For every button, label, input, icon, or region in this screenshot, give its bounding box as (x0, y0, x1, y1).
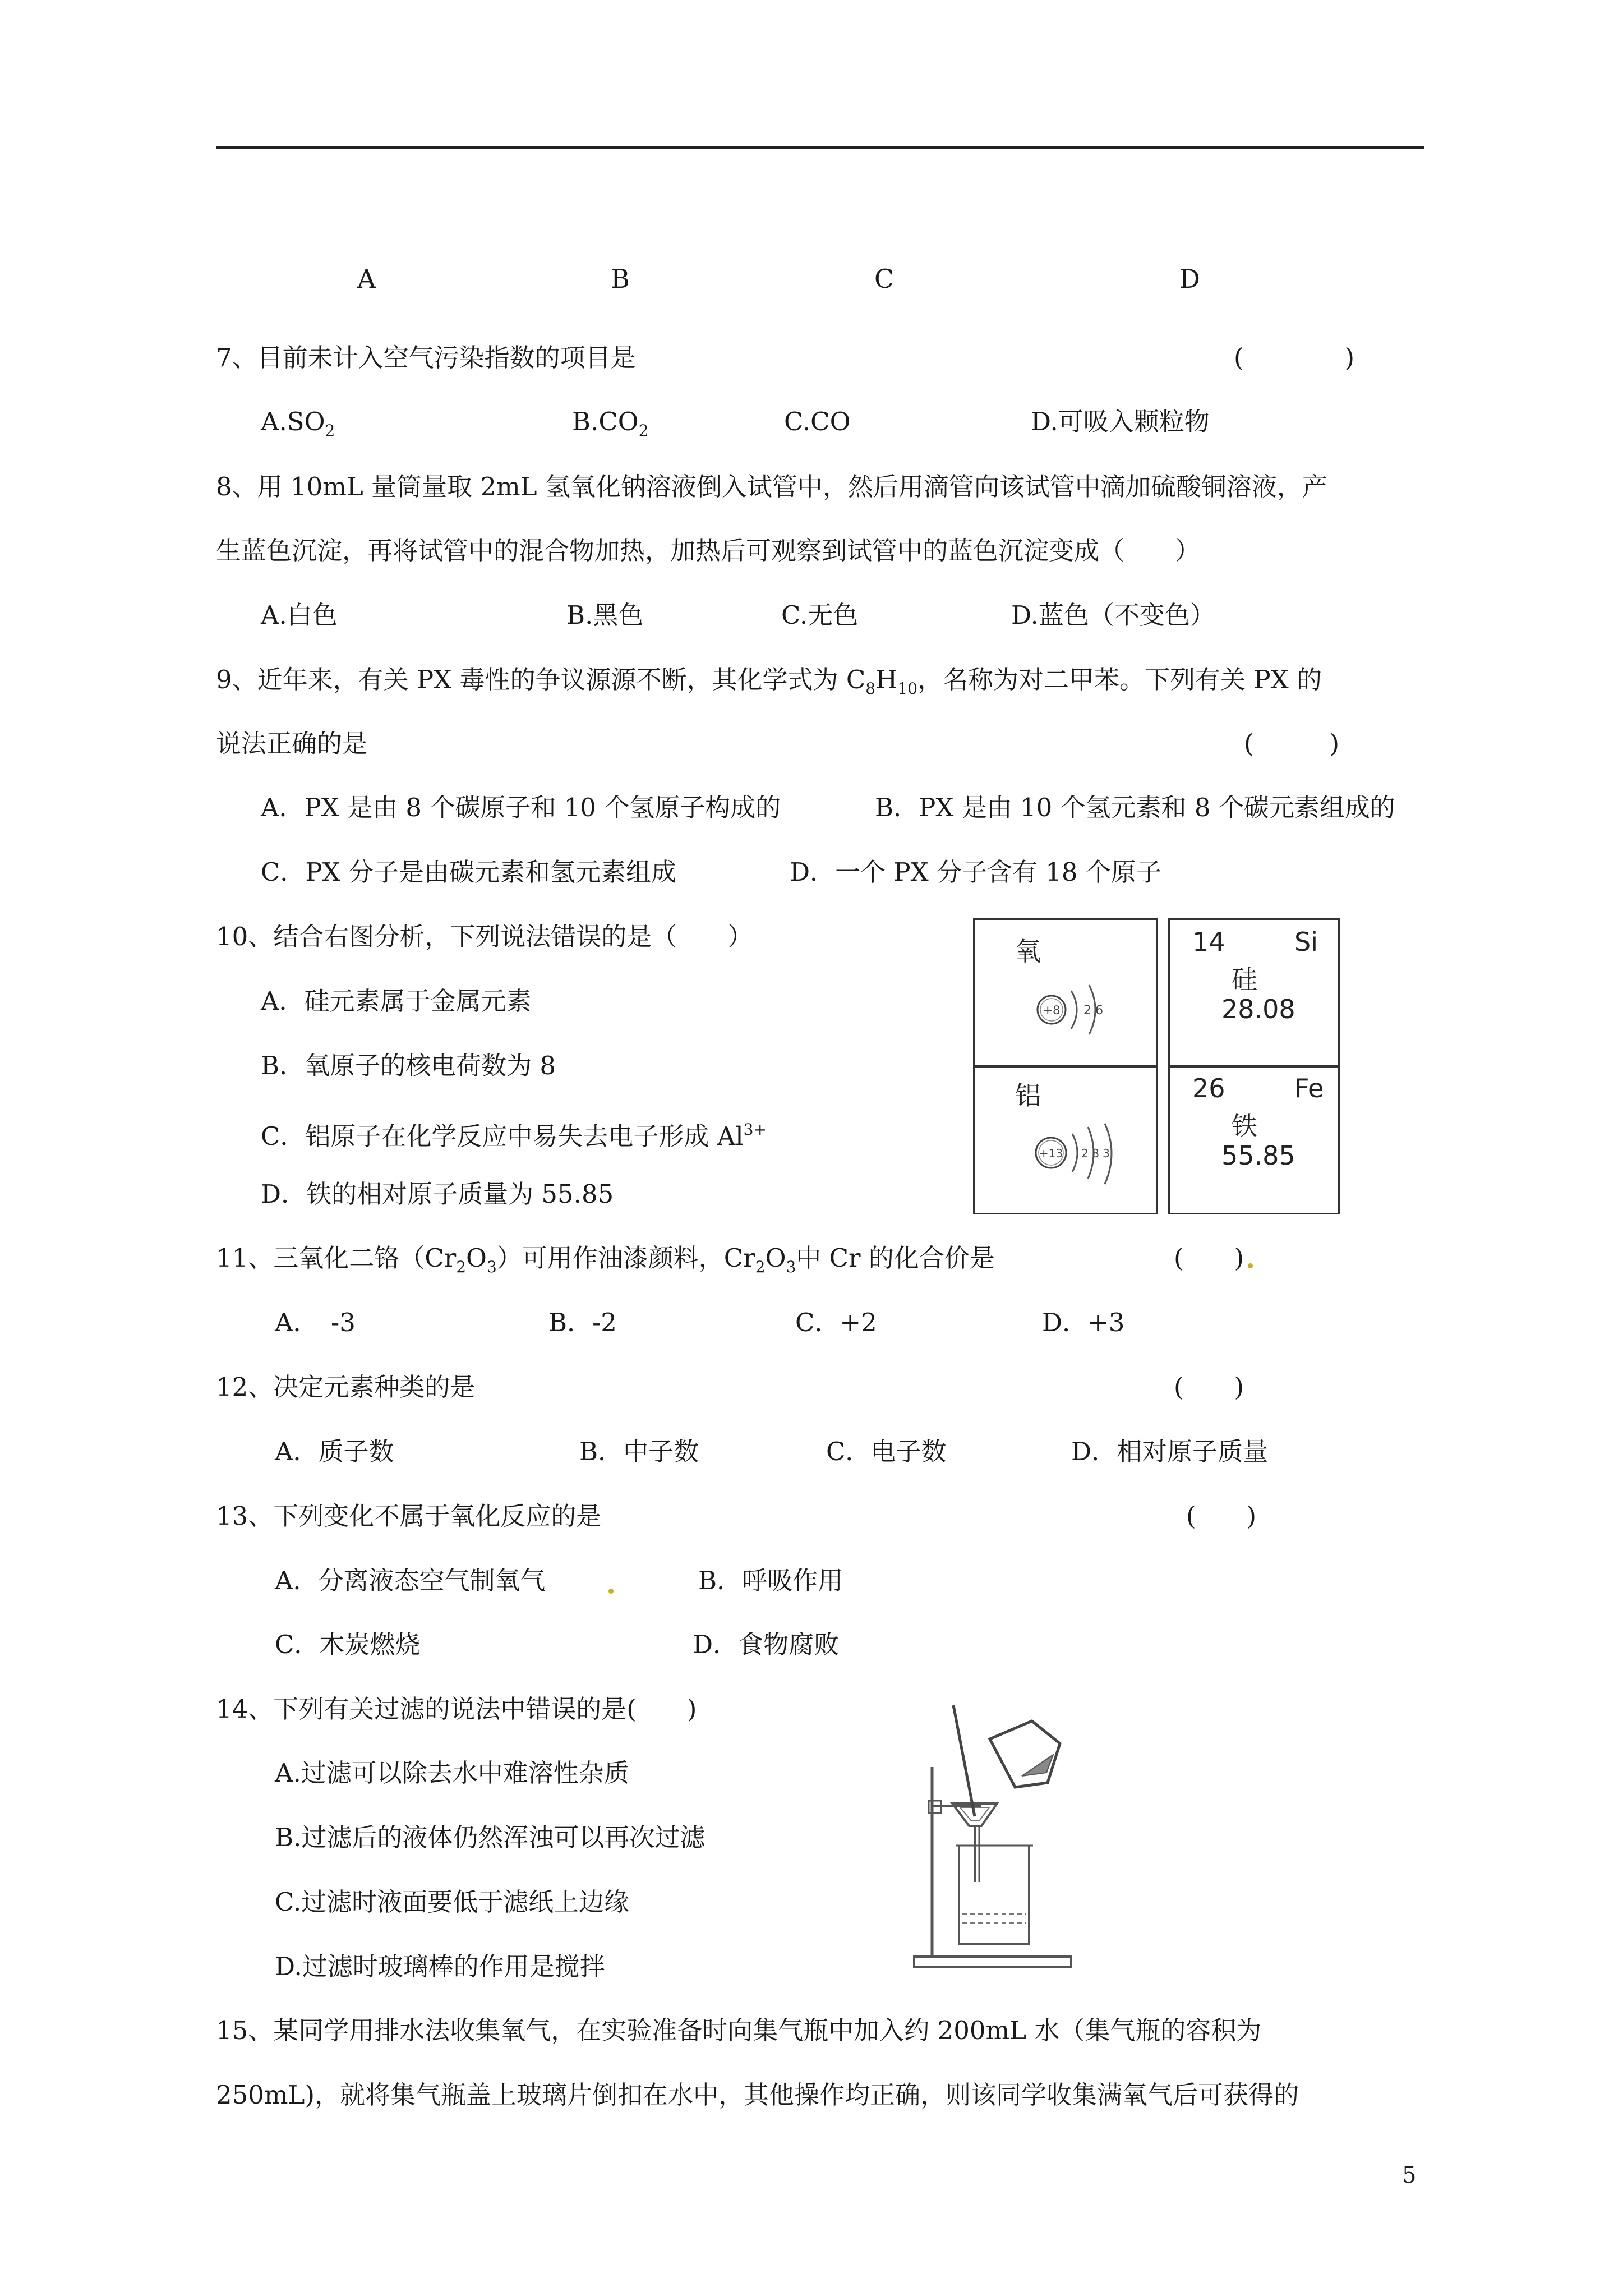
q7-option-a: $A.SO_2$ (261, 407, 335, 440)
q14-stem: 14、下列有关过滤的说法中错误的是( ) (216, 1694, 697, 1724)
aluminum-structure-diagram (1030, 1121, 1147, 1189)
q10-option-c: C．铝原子在化学反应中易失去电子形成 $Al^{3+}$ (261, 1120, 767, 1151)
q7-option-b: $B.CO_2$ (572, 407, 649, 440)
q7-option-c: C.CO (784, 407, 851, 436)
q14-option-d: D.过滤时玻璃棒的作用是搅拌 (275, 1952, 605, 1981)
silicon-symbol: Si (1294, 927, 1318, 957)
oxygen-cell (973, 918, 1158, 1068)
q13-option-b: B．呼吸作用 (698, 1566, 843, 1595)
svg-text:+8: +8 (1043, 1004, 1061, 1017)
q10-stem: 10、结合右图分析，下列说法错误的是（ ） (216, 922, 753, 951)
q9-option-b: B．PX 是由 10 个氢元素和 8 个碳元素组成的 (875, 793, 1395, 822)
svg-text:2 6: 2 6 (1083, 1004, 1103, 1018)
q8-option-a: A.白色 (261, 600, 338, 630)
q15-stem-line2: 250mL)，就将集气瓶盖上玻璃片倒扣在水中，其他操作均正确，则该同学收集满氧气后可获得的 (216, 2080, 1299, 2110)
q11-option-b: B．-2 (548, 1308, 617, 1337)
oxygen-structure-diagram (1031, 981, 1143, 1042)
q14-option-a: A.过滤可以除去水中难溶性杂质 (275, 1758, 629, 1788)
aluminum-name: 铝 (1015, 1080, 1041, 1111)
q9-stem-line2: 说法正确的是 (216, 729, 368, 758)
q11-option-d: D．+3 (1042, 1308, 1125, 1337)
aluminum-cell (973, 1065, 1158, 1214)
stray-dot-mark (608, 1589, 614, 1594)
silicon-name: 硅 (1232, 964, 1257, 995)
stray-dot-mark (1248, 1263, 1253, 1268)
silicon-mass: 28.08 (1221, 994, 1295, 1024)
iron-mass: 55.85 (1221, 1140, 1295, 1171)
q13-option-d: D．食物腐败 (693, 1630, 840, 1659)
q10-option-b: B．氧原子的核电荷数为 8 (261, 1051, 556, 1080)
q7-option-d: D.可吸入颗粒物 (1031, 407, 1210, 436)
q12-option-c: C．电子数 (826, 1437, 947, 1466)
q8-option-c: C.无色 (781, 600, 859, 630)
q9-option-d: D．一个 PX 分子含有 18 个原子 (790, 857, 1161, 887)
q14-option-c: C.过滤时液面要低于滤纸上边缘 (275, 1887, 630, 1917)
q8-stem-line1: 8、用 10mL 量筒量取 2mL 氢氧化钠溶液倒入试管中，然后用滴管向该试管中滴加硫酸铜溶液，产 (216, 472, 1327, 501)
q11-option-a: A． -3 (275, 1308, 356, 1337)
q14-option-b: B.过滤后的液体仍然浑浊可以再次过滤 (275, 1823, 706, 1852)
q15-stem-line1: 15、某同学用排水法收集氧气，在实验准备时向集气瓶中加入约 200mL 水（集气瓶的容积为 (216, 2016, 1262, 2045)
header-rule (216, 146, 1424, 149)
q13-stem: 13、下列变化不属于氧化反应的是 (216, 1501, 602, 1531)
iron-atomic-number: 26 (1192, 1073, 1225, 1103)
q8-option-b: B.黑色 (566, 600, 644, 630)
q12-answer-blank: ( ) (1174, 1372, 1244, 1402)
oxygen-name: 氧 (1015, 936, 1041, 967)
silicon-card (1168, 918, 1340, 1068)
q12-option-b: B．中子数 (579, 1437, 699, 1466)
page-number: 5 (1402, 2162, 1417, 2188)
q8-option-d: D.蓝色（不变色） (1011, 600, 1215, 630)
q9-answer-blank: ( ) (1244, 729, 1340, 758)
silicon-atomic-number: 14 (1192, 927, 1225, 957)
q7-stem: 7、目前未计入空气污染指数的项目是 (216, 343, 636, 372)
option-label-a: A (357, 264, 376, 294)
q9-option-c: C．PX 分子是由碳元素和氢元素组成 (261, 857, 677, 887)
option-label-b: B (611, 264, 630, 294)
option-label-d: D (1179, 264, 1200, 294)
q12-option-a: A．质子数 (275, 1437, 394, 1466)
option-label-c: C (874, 264, 895, 294)
q9-option-a: A．PX 是由 8 个碳原子和 10 个氢原子构成的 (261, 793, 781, 822)
svg-text:+13: +13 (1039, 1147, 1063, 1160)
q13-option-c: C．木炭燃烧 (275, 1630, 421, 1659)
q11-stem: 11、三氧化二铬$(Cr_2O_3)$可用作油漆颜料，$Cr_2O_3$中 Cr 的化合价是 (216, 1243, 995, 1276)
svg-text:2 8 3: 2 8 3 (1081, 1147, 1110, 1160)
filtration-apparatus-figure (897, 1688, 1110, 1980)
iron-name: 铁 (1232, 1111, 1257, 1141)
q10-option-d: D．铁的相对原子质量为 55.85 (261, 1179, 614, 1209)
q7-answer-blank: ( ) (1234, 343, 1355, 372)
q12-option-d: D．相对原子质量 (1071, 1437, 1269, 1466)
q12-stem: 12、决定元素种类的是 (216, 1372, 476, 1402)
q13-option-a: A．分离液态空气制氧气 (275, 1566, 546, 1595)
q10-option-a: A．硅元素属于金属元素 (261, 986, 532, 1016)
iron-symbol: Fe (1294, 1073, 1324, 1103)
q11-answer-blank: ( ) (1174, 1243, 1244, 1273)
q11-option-c: C．+2 (795, 1308, 877, 1337)
q13-answer-blank: ( ) (1186, 1501, 1257, 1531)
q9-stem-line1: 9、近年来，有关 PX 毒性的争议源源不断，其化学式为 $C_8H_{10}$，名称为对二甲苯。下列有关 PX 的 (216, 665, 1322, 698)
q8-stem-line2: 生蓝色沉淀，再将试管中的混合物加热，加热后可观察到试管中的蓝色沉淀变成（ ） (216, 536, 1201, 565)
iron-card (1168, 1065, 1340, 1214)
